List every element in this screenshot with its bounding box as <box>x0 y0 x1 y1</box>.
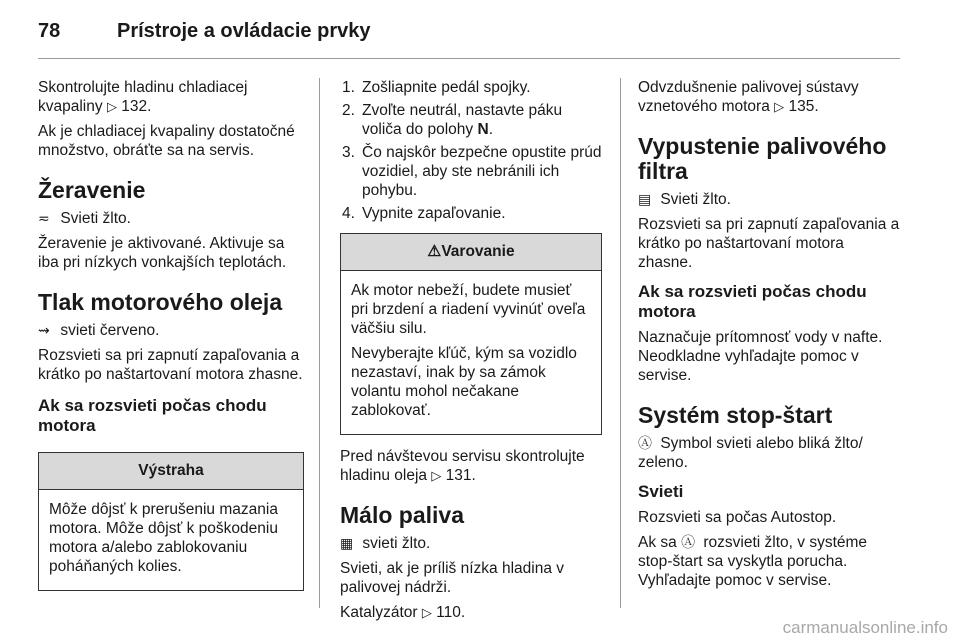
paragraph: Odvzdušnenie palivovej sústavy vznetového motora ▷ 135. <box>638 79 859 115</box>
page-ref-icon: ▷ <box>106 99 117 114</box>
fuel-pump-icon: ▦ <box>340 535 354 551</box>
paragraph: Ak je chladiacej kvapaliny dostatočné množstvo, obráťte sa na servis. <box>38 123 295 159</box>
varovanie-box <box>340 233 602 435</box>
varovanie-body: Ak motor nebeží, budete musieť pri brzdení a riadení vyvinúť oveľa väčšiu silu. Nevyberajte kľúč, kým sa vozidlo nezastaví, inak by sa zámok volantu mohol nečakane zablokovať. <box>351 282 586 419</box>
autostop-icon: Ⓐ <box>681 534 696 550</box>
heading-vypustenie: Vypustenie palivového filtra <box>638 133 887 184</box>
list-item: 4. Vypnite zapaľovanie. <box>342 205 506 222</box>
page-number: 78 <box>38 20 61 42</box>
paragraph: Ak sa Ⓐ rozsvieti žlto, v systéme stop-štart sa vyskytla porucha. Vyhľadajte pomoc v servise. <box>638 534 868 589</box>
warning-title: Výstraha <box>39 453 303 490</box>
steps-list <box>340 78 602 223</box>
page-ref-icon: ▷ <box>431 468 442 483</box>
column-3 <box>638 78 902 596</box>
subheading: Ak sa rozsvieti počas chodu motora <box>38 396 267 435</box>
page-title: Prístroje a ovládacie prvky <box>117 20 371 42</box>
heading-stop-start: Systém stop-štart <box>638 402 833 428</box>
header-rule <box>38 58 900 59</box>
warning-body: Môže dôjsť k prerušeniu mazania motora. Môže dôjsť k poškodeniu motora a/alebo zablokovaniu poháňaných kolies. <box>49 501 278 575</box>
column-divider-1 <box>319 78 320 608</box>
paragraph: Svieti, ak je príliš nízka hladina v palivovej nádrži. <box>340 560 564 596</box>
heading-zeravenie: Žeravenie <box>38 177 146 203</box>
column-divider-2 <box>620 78 621 608</box>
paragraph: Ⓐ Symbol svieti alebo bliká žlto/ zeleno. <box>638 435 863 471</box>
list-item: 3. Čo najskôr bezpečne opustite prúd vozidiel, aby ste nebránili ich pohybu. <box>342 144 602 199</box>
paragraph: Naznačuje prítomnosť vody v nafte. Neodkladne vyhľadajte pomoc v servise. <box>638 329 883 384</box>
status-line: ⇝ svieti červeno. <box>38 322 160 339</box>
warning-box <box>38 452 304 591</box>
list-item: 2. Zvoľte neutrál, nastavte páku voliča do polohy N. <box>342 102 563 138</box>
fuel-filter-icon: ▤ <box>638 191 652 207</box>
paragraph: Skontrolujte hladinu chladiacej kvapaliny ▷ 132. <box>38 79 248 115</box>
paragraph: Rozsvieti sa pri zapnutí zapaľovania a krátko po naštartovaní motora zhasne. <box>638 216 900 271</box>
paragraph: Rozsvieti sa pri zapnutí zapaľovania a krátko po naštartovaní motora zhasne. <box>38 347 303 383</box>
paragraph: Katalyzátor ▷ 110. <box>340 604 466 621</box>
subheading-svieti: Svieti <box>638 482 684 501</box>
status-line: ▦ svieti žlto. <box>340 535 431 552</box>
paragraph: Pred návštevou servisu skontrolujte hladinu oleja ▷ 131. <box>340 448 585 484</box>
warning-triangle-icon: ⚠ <box>427 243 442 260</box>
oil-can-icon: ⇝ <box>38 322 50 338</box>
page-ref-icon: ▷ <box>774 99 785 114</box>
glow-plug-icon: ≂ <box>38 210 50 226</box>
column-2 <box>340 78 602 628</box>
varovanie-title: ⚠Varovanie <box>341 234 601 271</box>
list-item: 1. Zošliapnite pedál spojky. <box>342 79 531 96</box>
watermark: carmanualsonline.info <box>782 618 948 637</box>
subheading: Ak sa rozsvieti počas chodu motora <box>638 282 867 321</box>
autostop-icon: Ⓐ <box>638 435 652 451</box>
status-line: ▤ Svieti žlto. <box>638 191 731 208</box>
paragraph: Žeravenie je aktivované. Aktivuje sa iba pri nízkych vonkajších teplotách. <box>38 235 287 271</box>
heading-malo-paliva: Málo paliva <box>340 502 464 528</box>
paragraph: Rozsvieti sa počas Autostop. <box>638 509 837 526</box>
page-ref-icon: ▷ <box>421 605 432 620</box>
status-line: ≂ Svieti žlto. <box>38 210 131 227</box>
heading-tlak-oleja: Tlak motorového oleja <box>38 289 283 315</box>
column-1 <box>38 78 304 591</box>
